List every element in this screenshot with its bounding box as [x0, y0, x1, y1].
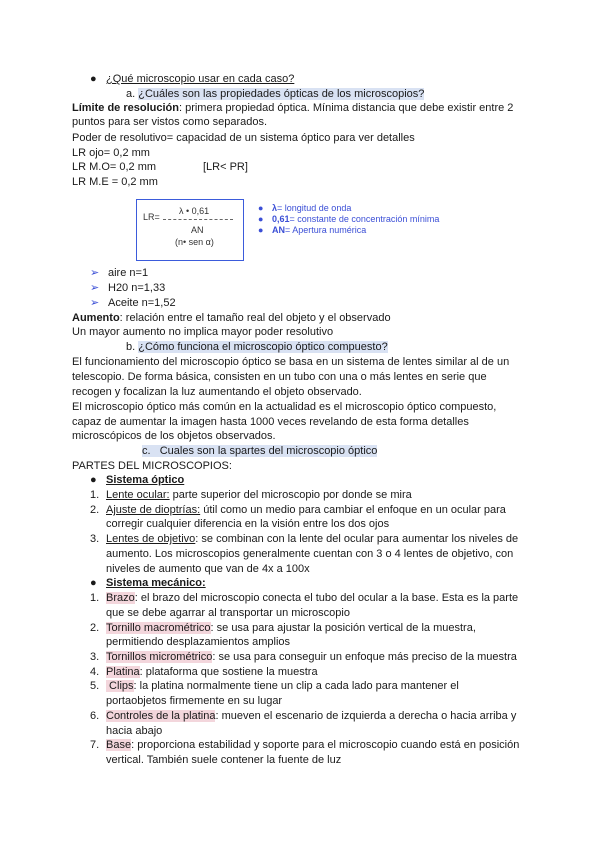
list-item-cont: corregir cualquier diferencia en la visión entre los dos ojos — [106, 518, 390, 530]
lr-relation: [LR< PR] — [203, 161, 248, 173]
list-item: 7. Base: proporciona estabilidad y soporte para el microscopio cuando está en posición — [90, 739, 520, 751]
fraction-line — [163, 219, 233, 220]
list-item: 2. Tornillo macrométrico: se usa para ajustar la posición vertical de la muestra, — [90, 622, 476, 634]
intro-question: ● ¿Qué microscopio usar en cada caso? — [90, 73, 295, 85]
poder-resolutivo: Poder de resolutivo= capacidad de un sistema óptico para ver detalles — [72, 132, 415, 144]
func-line: capaz de aumentar la imagen hasta 1000 veces revelando de esta forma detalles — [72, 416, 469, 428]
list-item: 6. Controles de la platina: mueven el escenario de izquierda a derecha o hacia arriba y — [90, 710, 517, 722]
arrow-icon: ➢ — [90, 267, 100, 279]
question-a: a. ¿Cuáles son las propiedades ópticas de los microscopios? — [126, 88, 425, 100]
func-line: telescopio. De forma básica, consisten en un tubo con una o más lentes en serie que — [72, 371, 487, 383]
aumento-note: Un mayor aumento no implica mayor poder resolutivo — [72, 326, 334, 338]
formula-lr: LR= — [143, 212, 160, 222]
lr-ojo: LR ojo= 0,2 mm — [72, 147, 150, 159]
list-item-cont: niveles de aumento que van de 4x a 100x — [106, 563, 310, 575]
limite-cont: puntos para ser vistos como separados. — [72, 116, 268, 128]
legend-item: ● AN= Apertura numérica — [258, 225, 367, 235]
question-b: b. ¿Cómo funciona el microscopio óptico compuesto? — [126, 341, 388, 353]
func-line: El funcionamiento del microscopio óptico se basa en un sistema de lentes similar al de un — [72, 356, 510, 368]
formula-box — [136, 199, 244, 261]
func-line: El microscopio óptico más común en la actualidad es el microscopio óptico compuesto, — [72, 401, 497, 413]
section-sistema-optico: ● Sistema óptico — [90, 474, 185, 486]
partes-title: PARTES DEL MICROSCOPIOS: — [72, 460, 232, 472]
list-item: 4. Platina: plataforma que sostiene la muestra — [90, 666, 318, 678]
arrow-icon: ➢ — [90, 297, 100, 309]
list-item-cont: hacia abajo — [106, 725, 163, 737]
list-item-cont: aumento. Los microscopios generalmente cuentan con 3 o 4 lentes de objetivo, con — [106, 548, 514, 560]
arrow-icon: ➢ — [90, 282, 100, 294]
index-item: ➢ Aceite n=1,52 — [90, 297, 176, 309]
formula-denominator: AN — [191, 225, 204, 235]
list-item-cont: vertical. También suele contener la fuente de luz — [106, 754, 342, 766]
section-sistema-mecanico: ● Sistema mecánico: — [90, 577, 206, 589]
list-item-cont: permitiendo desplazamientos amplios — [106, 636, 291, 648]
list-item-cont: que se debe agarrar al transportar un microscopio — [106, 607, 350, 619]
legend-item: ● 0,61= constante de concentración mínima — [258, 214, 440, 224]
formula-numerator: λ • 0,61 — [179, 206, 210, 216]
bullet-icon: ● — [90, 73, 97, 85]
aumento: Aumento: relación entre el tamaño real del objeto y el observado — [72, 312, 391, 324]
list-item: 1. Brazo: el brazo del microscopio conecta el tubo del ocular a la base. Esta es la parte — [90, 592, 519, 604]
list-item: 1. Lente ocular: parte superior del microscopio por donde se mira — [90, 489, 412, 501]
limite-resolucion: Límite de resolución: primera propiedad óptica. Mínima distancia que debe existir entre 2 — [72, 102, 514, 114]
lr-me: LR M.E = 0,2 mm — [72, 176, 158, 188]
list-item: 5. Clips: la platina normalmente tiene un clip a cada lado para mantener el — [90, 680, 459, 692]
index-item: ➢ H20 n=1,33 — [90, 282, 166, 294]
question-c: c. Cuales son la spartes del microscopio óptico — [142, 445, 378, 457]
bullet-icon: ● — [258, 225, 264, 235]
func-line: microscópicos de los objetos observados. — [72, 430, 276, 442]
bullet-icon: ● — [258, 214, 264, 224]
legend-item: ● λ= longitud de onda — [258, 203, 352, 213]
list-item: 3. Lentes de objetivo: se combinan con la lente del ocular para aumentar los niveles de — [90, 533, 519, 545]
func-line: recogen y focalizan la luz aumentando el objeto observado. — [72, 386, 362, 398]
list-item: 2. Ajuste de dioptrías: útil como un medio para cambiar el enfoque en un ocular para — [90, 504, 506, 516]
list-item-cont: portaobjetos firmemente en su lugar — [106, 695, 283, 707]
bullet-icon: ● — [90, 474, 97, 486]
bullet-icon: ● — [258, 203, 264, 213]
index-item: ➢ aire n=1 — [90, 267, 149, 279]
list-item: 3. Tornillos micrométrico: se usa para conseguir un enfoque más preciso de la muestra — [90, 651, 517, 663]
formula-denominator-expanded: (n• sen α) — [175, 237, 214, 247]
lr-mo: LR M.O= 0,2 mm — [72, 161, 157, 173]
bullet-icon: ● — [90, 577, 97, 589]
